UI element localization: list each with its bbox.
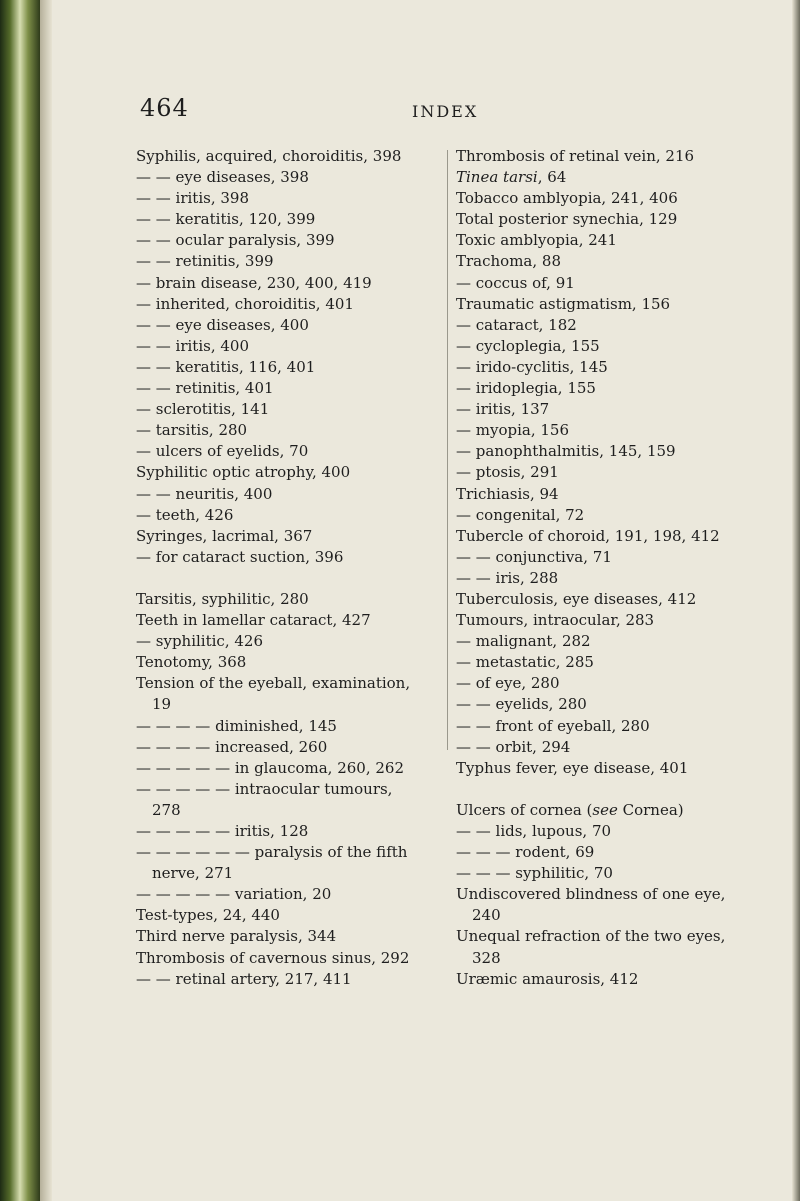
index-entry: 328 [472, 948, 501, 967]
index-entry: — — — — — in glaucoma, 260, 262 [136, 758, 405, 777]
index-entry: — — front of eyeball, 280 [456, 716, 650, 735]
index-entry: — — lids, lupous, 70 [456, 822, 612, 840]
index-entry: Uræmic amaurosis, 412 [456, 969, 639, 988]
index-entry: — — orbit, 294 [456, 737, 571, 756]
index-entry: — coccus of, 91 [456, 273, 575, 292]
index-entry: — of eye, 280 [456, 674, 560, 693]
index-entry: — irido-cyclitis, 145 [456, 357, 608, 376]
index-entry: 278 [152, 800, 181, 819]
index-entry: — malignant, 282 [456, 632, 591, 651]
index-entry: Third nerve paralysis, 344 [136, 927, 337, 946]
book-page [52, 0, 792, 1201]
index-entry: Tenotomy, 368 [136, 653, 247, 672]
index-entry: Teeth in lamellar cataract, 427 [136, 611, 371, 630]
column-divider [447, 150, 448, 750]
index-entry: — — — syphilitic, 70 [456, 864, 613, 883]
index-entry: — panophthalmitis, 145, 159 [456, 442, 676, 461]
index-entry: — — iris, 288 [456, 568, 559, 587]
index-entry: — iritis, 137 [456, 400, 550, 419]
index-entry: Trachoma, 88 [456, 252, 561, 271]
index-column-left [136, 146, 476, 990]
index-entry: Thrombosis of retinal vein, 216 [456, 147, 695, 165]
index-entry: — — — — increased, 260 [136, 737, 328, 756]
index-entry: Syphilis, acquired, choroiditis, 398 [136, 147, 402, 165]
index-gap [456, 779, 796, 800]
index-entry: — — — rodent, 69 [456, 843, 595, 862]
index-entry: — sclerotitis, 141 [136, 400, 270, 419]
index-entry: — for cataract suction, 396 [136, 547, 344, 566]
page-gutter [40, 0, 52, 1201]
book-spine [0, 0, 40, 1201]
index-entry: — — iritis, 400 [136, 336, 249, 355]
index-entry: — cataract, 182 [456, 315, 577, 334]
index-entry: — ulcers of eyelids, 70 [136, 442, 309, 461]
index-entry: — — iritis, 398 [136, 189, 249, 208]
index-entry: — syphilitic, 426 [136, 632, 263, 651]
index-entry: — — neuritis, 400 [136, 484, 273, 503]
index-entry: Tubercle of choroid, 191, 198, 412 [456, 526, 720, 545]
index-entry: Syringes, lacrimal, 367 [136, 526, 313, 545]
index-entry: — — — — — iritis, 128 [136, 822, 309, 840]
index-entry: Tumours, intraocular, 283 [456, 611, 655, 630]
index-entry: — — eye diseases, 400 [136, 315, 309, 334]
page-number: 464 [140, 94, 189, 122]
index-entry: Undiscovered blindness of one eye, [456, 885, 726, 904]
running-head: INDEX [412, 102, 479, 121]
index-entry: 19 [152, 695, 172, 714]
index-entry: Tobacco amblyopia, 241, 406 [456, 189, 678, 208]
index-entry: — — keratitis, 116, 401 [136, 357, 316, 376]
index-entry: — — eye diseases, 398 [136, 168, 309, 187]
index-entry: — teeth, 426 [136, 505, 234, 524]
index-entry: Toxic amblyopia, 241 [456, 231, 617, 250]
index-entry: — — — — — variation, 20 [136, 885, 332, 904]
index-gap [136, 568, 476, 589]
index-entry: Unequal refraction of the two eyes, [456, 927, 726, 946]
index-entry: Tension of the eyeball, examination, [136, 674, 411, 693]
index-entry: — — retinitis, 401 [136, 379, 274, 398]
index-entry: Typhus fever, eye disease, 401 [456, 758, 689, 777]
index-entry: Tinea tarsi, 64 [456, 168, 567, 187]
index-entry: — myopia, 156 [456, 421, 570, 440]
index-entry: — — — — — intraocular tumours, [136, 779, 393, 798]
index-entry: — — conjunctiva, 71 [456, 547, 612, 566]
index-entry: — metastatic, 285 [456, 653, 594, 672]
index-entry: Tarsitis, syphilitic, 280 [136, 589, 309, 608]
index-entry: Trichiasis, 94 [456, 484, 559, 503]
index-entry: Traumatic astigmatism, 156 [456, 294, 671, 313]
index-entry: — — ocular paralysis, 399 [136, 231, 335, 250]
index-entry: — — retinitis, 399 [136, 252, 274, 271]
page-header [52, 94, 792, 128]
index-entry: Test-types, 24, 440 [136, 906, 280, 925]
index-entry: — cycloplegia, 155 [456, 336, 600, 355]
index-entry: nerve, 271 [152, 864, 234, 883]
index-entry: — brain disease, 230, 400, 419 [136, 273, 372, 292]
index-entry: — — eyelids, 280 [456, 695, 587, 714]
index-entry: 240 [472, 906, 501, 925]
index-entry: Tuberculosis, eye diseases, 412 [456, 589, 697, 608]
index-entry: — — retinal artery, 217, 411 [136, 969, 352, 988]
index-entry: Ulcers of cornea (see Cornea) [456, 800, 684, 819]
index-entry: — congenital, 72 [456, 505, 585, 524]
index-column-right [456, 146, 796, 990]
index-entry: — — — — diminished, 145 [136, 716, 337, 735]
index-entry: — inherited, choroiditis, 401 [136, 294, 354, 313]
index-entry: Thrombosis of cavernous sinus, 292 [136, 948, 410, 967]
index-entry: — — — — — — paralysis of the fifth [136, 843, 408, 862]
index-entry: — — keratitis, 120, 399 [136, 210, 316, 229]
index-entry: Syphilitic optic atrophy, 400 [136, 463, 351, 482]
index-entry: — ptosis, 291 [456, 463, 559, 482]
index-entry: — iridoplegia, 155 [456, 379, 596, 398]
index-entry: Total posterior synechia, 129 [456, 210, 678, 229]
index-entry: — tarsitis, 280 [136, 421, 248, 440]
